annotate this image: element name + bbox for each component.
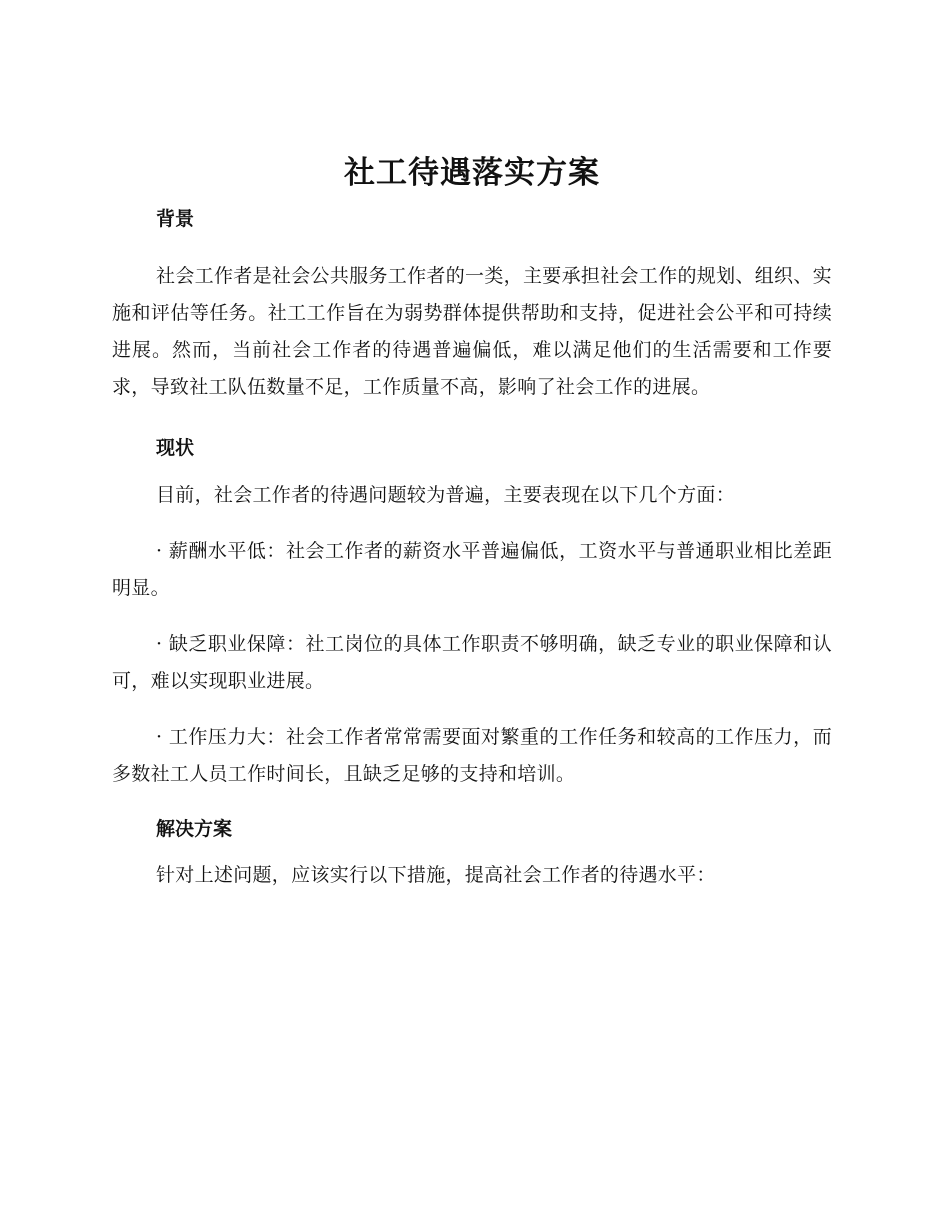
solution-intro-paragraph: 针对上述问题，应该实行以下措施，提高社会工作者的待遇水平：: [156, 864, 716, 886]
document-page: [112, 150, 832, 894]
section-heading-background: 背景: [156, 208, 195, 230]
document-title: 社工待遇落实方案: [344, 155, 600, 191]
section-heading-status: 现状: [156, 437, 195, 459]
status-item-work-pressure: · 工作压力大：社会工作者常常需要面对繁重的工作任务和较高的工作压力，而多数社工人员工作时间长，且缺乏足够的支持和培训。: [112, 726, 832, 785]
status-intro-paragraph: 目前，社会工作者的待遇问题较为普遍，主要表现在以下几个方面：: [156, 484, 736, 506]
status-item-salary: · 薪酬水平低：社会工作者的薪资水平普遍偏低，工资水平与普通职业相比差距明显。: [112, 540, 832, 599]
status-item-career-security: · 缺乏职业保障：社工岗位的具体工作职责不够明确，缺乏专业的职业保障和认可，难以实现职业进展。: [112, 633, 832, 692]
section-heading-solution: 解决方案: [156, 818, 233, 840]
background-paragraph: 社会工作者是社会公共服务工作者的一类，主要承担社会工作的规划、组织、实施和评估等任务。社工工作旨在为弱势群体提供帮助和支持，促进社会公平和可持续进展。然而，当前社会工作者的待遇普遍偏低，难以满足他们的生活需要和工作要求，导致社工队伍数量不足，工作质量不高，影响了社会工作的进展。: [112, 265, 832, 398]
